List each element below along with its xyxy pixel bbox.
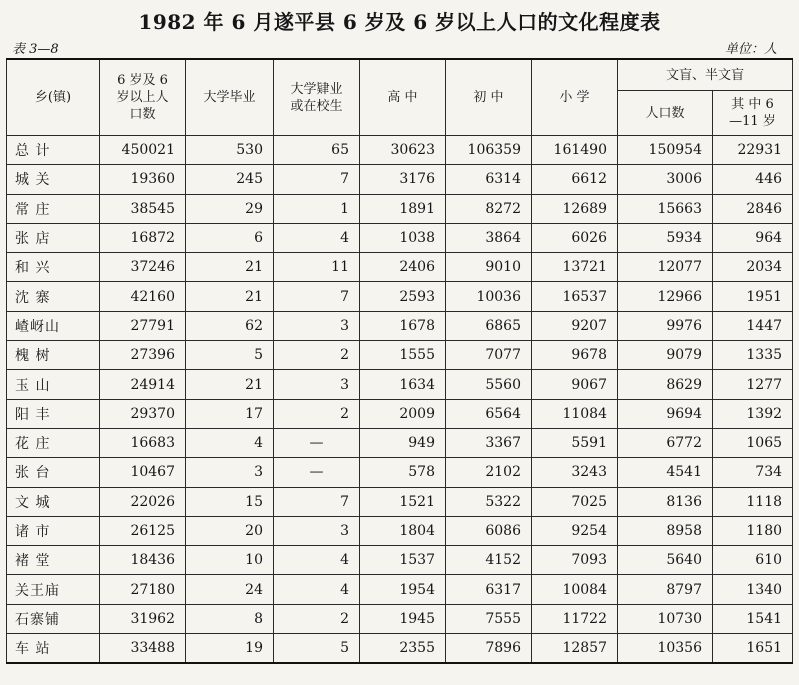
cell-illiterate-pop: 8629 [618, 370, 713, 399]
cell-high: 3176 [360, 165, 446, 194]
unit-label: 单位：人 [724, 42, 777, 57]
cell-univ-part: 11 [274, 253, 360, 282]
cell-univ-grad: 15 [186, 487, 274, 516]
cell-total-pop: 27396 [100, 341, 186, 370]
cell-univ-grad: 19 [186, 634, 274, 664]
cell-primary: 6612 [532, 165, 618, 194]
cell-primary: 9678 [532, 341, 618, 370]
cell-illiterate-pop: 9694 [618, 399, 713, 428]
header-primary: 小 学 [532, 59, 618, 136]
cell-town-name: 和 兴 [7, 253, 100, 282]
cell-illiterate-6-11: 1951 [713, 282, 793, 311]
cell-total-pop: 42160 [100, 282, 186, 311]
cell-primary: 11722 [532, 604, 618, 633]
table-row [7, 516, 793, 545]
cell-illiterate-6-11: 1335 [713, 341, 793, 370]
cell-univ-part: 7 [274, 165, 360, 194]
cell-illiterate-6-11: 446 [713, 165, 793, 194]
cell-middle: 7555 [446, 604, 532, 633]
cell-total-pop: 24914 [100, 370, 186, 399]
cell-illiterate-6-11: 1447 [713, 311, 793, 340]
cell-univ-part: 4 [274, 546, 360, 575]
cell-univ-part: 7 [274, 487, 360, 516]
cell-univ-part: 5 [274, 634, 360, 664]
cell-primary: 10084 [532, 575, 618, 604]
cell-town-name: 车 站 [7, 634, 100, 664]
table-row [7, 634, 793, 664]
cell-middle: 6317 [446, 575, 532, 604]
cell-univ-grad: 530 [186, 136, 274, 165]
cell-illiterate-pop: 10730 [618, 604, 713, 633]
table-row [7, 165, 793, 194]
cell-illiterate-6-11: 22931 [713, 136, 793, 165]
cell-primary: 11084 [532, 399, 618, 428]
cell-illiterate-pop: 3006 [618, 165, 713, 194]
header-middle: 初 中 [446, 59, 532, 136]
table-title: 1982 年 6 月遂平县 6 岁及 6 岁以上人口的文化程度表 [138, 10, 661, 34]
cell-univ-grad: 21 [186, 370, 274, 399]
cell-middle: 3367 [446, 428, 532, 457]
cell-illiterate-pop: 12077 [618, 253, 713, 282]
cell-town-name: 文 城 [7, 487, 100, 516]
header-univ-part: 大学肄业或在校生 [274, 59, 360, 136]
table-row [7, 341, 793, 370]
cell-illiterate-6-11: 1180 [713, 516, 793, 545]
cell-illiterate-6-11: 610 [713, 546, 793, 575]
cell-town-name: 嵖岈山 [7, 311, 100, 340]
cell-illiterate-pop: 5640 [618, 546, 713, 575]
cell-primary: 5591 [532, 428, 618, 457]
cell-middle: 6865 [446, 311, 532, 340]
cell-total-pop: 37246 [100, 253, 186, 282]
cell-illiterate-6-11: 1065 [713, 428, 793, 457]
cell-high: 949 [360, 428, 446, 457]
cell-town-name: 石寨铺 [7, 604, 100, 633]
cell-primary: 13721 [532, 253, 618, 282]
cell-illiterate-6-11: 1277 [713, 370, 793, 399]
cell-middle: 6314 [446, 165, 532, 194]
cell-univ-grad: 4 [186, 428, 274, 457]
cell-illiterate-6-11: 734 [713, 458, 793, 487]
cell-total-pop: 26125 [100, 516, 186, 545]
cell-high: 2355 [360, 634, 446, 664]
cell-middle: 7077 [446, 341, 532, 370]
cell-total-pop: 10467 [100, 458, 186, 487]
table-header [7, 59, 793, 136]
cell-total-pop: 31962 [100, 604, 186, 633]
header-illiterate-pop: 人口数 [618, 91, 713, 136]
cell-univ-grad: 6 [186, 223, 274, 252]
cell-primary: 3243 [532, 458, 618, 487]
cell-illiterate-pop: 8136 [618, 487, 713, 516]
cell-illiterate-6-11: 1651 [713, 634, 793, 664]
cell-town-name: 褚 堂 [7, 546, 100, 575]
cell-town-name: 总 计 [7, 136, 100, 165]
table-row [7, 575, 793, 604]
cell-univ-part: 4 [274, 575, 360, 604]
cell-town-name: 阳 丰 [7, 399, 100, 428]
cell-univ-part: 1 [274, 194, 360, 223]
cell-primary: 9067 [532, 370, 618, 399]
cell-illiterate-pop: 10356 [618, 634, 713, 664]
cell-town-name: 城 关 [7, 165, 100, 194]
cell-middle: 6564 [446, 399, 532, 428]
cell-high: 1555 [360, 341, 446, 370]
table-row [7, 487, 793, 516]
cell-primary: 9207 [532, 311, 618, 340]
cell-univ-part: 2 [274, 341, 360, 370]
header-illiterate-group: 文盲、半文盲 [618, 59, 793, 91]
cell-illiterate-pop: 6772 [618, 428, 713, 457]
cell-univ-grad: 10 [186, 546, 274, 575]
cell-total-pop: 33488 [100, 634, 186, 664]
cell-high: 1537 [360, 546, 446, 575]
cell-high: 1521 [360, 487, 446, 516]
cell-univ-grad: 8 [186, 604, 274, 633]
cell-univ-part: 3 [274, 311, 360, 340]
cell-univ-part: 65 [274, 136, 360, 165]
cell-primary: 7093 [532, 546, 618, 575]
cell-univ-grad: 3 [186, 458, 274, 487]
cell-primary: 7025 [532, 487, 618, 516]
cell-middle: 6086 [446, 516, 532, 545]
cell-illiterate-6-11: 2034 [713, 253, 793, 282]
cell-illiterate-pop: 9976 [618, 311, 713, 340]
cell-high: 1678 [360, 311, 446, 340]
table-row [7, 311, 793, 340]
table-number: 表 3—8 [12, 42, 59, 57]
table-row [7, 458, 793, 487]
cell-town-name: 花 庄 [7, 428, 100, 457]
cell-illiterate-6-11: 2846 [713, 194, 793, 223]
cell-univ-grad: 17 [186, 399, 274, 428]
cell-middle: 5560 [446, 370, 532, 399]
cell-town-name: 玉 山 [7, 370, 100, 399]
cell-total-pop: 18436 [100, 546, 186, 575]
cell-middle: 3864 [446, 223, 532, 252]
table-row [7, 399, 793, 428]
cell-univ-grad: 24 [186, 575, 274, 604]
cell-univ-part: 7 [274, 282, 360, 311]
header-illiterate-6-11: 其 中 6—11 岁 [713, 91, 793, 136]
cell-illiterate-pop: 15663 [618, 194, 713, 223]
cell-univ-grad: 245 [186, 165, 274, 194]
table-row [7, 546, 793, 575]
cell-primary: 161490 [532, 136, 618, 165]
cell-total-pop: 27180 [100, 575, 186, 604]
table-row [7, 194, 793, 223]
cell-high: 578 [360, 458, 446, 487]
cell-primary: 16537 [532, 282, 618, 311]
cell-high: 1804 [360, 516, 446, 545]
cell-primary: 6026 [532, 223, 618, 252]
cell-high: 2593 [360, 282, 446, 311]
cell-univ-part: 3 [274, 370, 360, 399]
cell-town-name: 槐 树 [7, 341, 100, 370]
cell-high: 1038 [360, 223, 446, 252]
table-body [7, 136, 793, 664]
table-row [7, 604, 793, 633]
cell-univ-part: — [274, 458, 360, 487]
cell-primary: 12689 [532, 194, 618, 223]
cell-univ-grad: 62 [186, 311, 274, 340]
cell-town-name: 沈 寨 [7, 282, 100, 311]
cell-high: 1954 [360, 575, 446, 604]
cell-town-name: 张 店 [7, 223, 100, 252]
cell-illiterate-pop: 5934 [618, 223, 713, 252]
cell-middle: 9010 [446, 253, 532, 282]
cell-univ-grad: 20 [186, 516, 274, 545]
header-univ-grad: 大学毕业 [186, 59, 274, 136]
cell-illiterate-6-11: 964 [713, 223, 793, 252]
cell-total-pop: 22026 [100, 487, 186, 516]
cell-univ-grad: 29 [186, 194, 274, 223]
cell-univ-grad: 5 [186, 341, 274, 370]
header-town: 乡(镇) [7, 59, 100, 136]
cell-middle: 4152 [446, 546, 532, 575]
cell-town-name: 常 庄 [7, 194, 100, 223]
cell-total-pop: 27791 [100, 311, 186, 340]
cell-illiterate-pop: 9079 [618, 341, 713, 370]
cell-illiterate-6-11: 1340 [713, 575, 793, 604]
education-table [6, 58, 793, 664]
cell-town-name: 关王庙 [7, 575, 100, 604]
cell-total-pop: 450021 [100, 136, 186, 165]
table-row [7, 136, 793, 165]
table-row [7, 428, 793, 457]
cell-high: 2009 [360, 399, 446, 428]
cell-middle: 8272 [446, 194, 532, 223]
cell-total-pop: 38545 [100, 194, 186, 223]
cell-high: 30623 [360, 136, 446, 165]
cell-illiterate-pop: 8797 [618, 575, 713, 604]
cell-high: 2406 [360, 253, 446, 282]
cell-illiterate-6-11: 1541 [713, 604, 793, 633]
cell-total-pop: 16872 [100, 223, 186, 252]
cell-illiterate-pop: 8958 [618, 516, 713, 545]
header-high: 高 中 [360, 59, 446, 136]
cell-high: 1945 [360, 604, 446, 633]
table-row [7, 370, 793, 399]
cell-town-name: 诸 市 [7, 516, 100, 545]
cell-total-pop: 19360 [100, 165, 186, 194]
cell-univ-part: 2 [274, 604, 360, 633]
cell-illiterate-6-11: 1118 [713, 487, 793, 516]
cell-middle: 106359 [446, 136, 532, 165]
cell-high: 1891 [360, 194, 446, 223]
table-row [7, 253, 793, 282]
cell-illiterate-pop: 4541 [618, 458, 713, 487]
cell-high: 1634 [360, 370, 446, 399]
cell-middle: 10036 [446, 282, 532, 311]
cell-univ-part: 4 [274, 223, 360, 252]
cell-univ-part: 2 [274, 399, 360, 428]
cell-univ-part: 3 [274, 516, 360, 545]
cell-univ-grad: 21 [186, 282, 274, 311]
cell-primary: 12857 [532, 634, 618, 664]
cell-illiterate-pop: 12966 [618, 282, 713, 311]
cell-middle: 5322 [446, 487, 532, 516]
cell-total-pop: 16683 [100, 428, 186, 457]
cell-univ-part: — [274, 428, 360, 457]
header-total-pop: 6 岁及 6 岁以上人口数 [100, 59, 186, 136]
cell-middle: 2102 [446, 458, 532, 487]
cell-middle: 7896 [446, 634, 532, 664]
cell-illiterate-pop: 150954 [618, 136, 713, 165]
cell-illiterate-6-11: 1392 [713, 399, 793, 428]
table-row [7, 223, 793, 252]
cell-town-name: 张 台 [7, 458, 100, 487]
cell-primary: 9254 [532, 516, 618, 545]
cell-total-pop: 29370 [100, 399, 186, 428]
cell-univ-grad: 21 [186, 253, 274, 282]
table-row [7, 282, 793, 311]
